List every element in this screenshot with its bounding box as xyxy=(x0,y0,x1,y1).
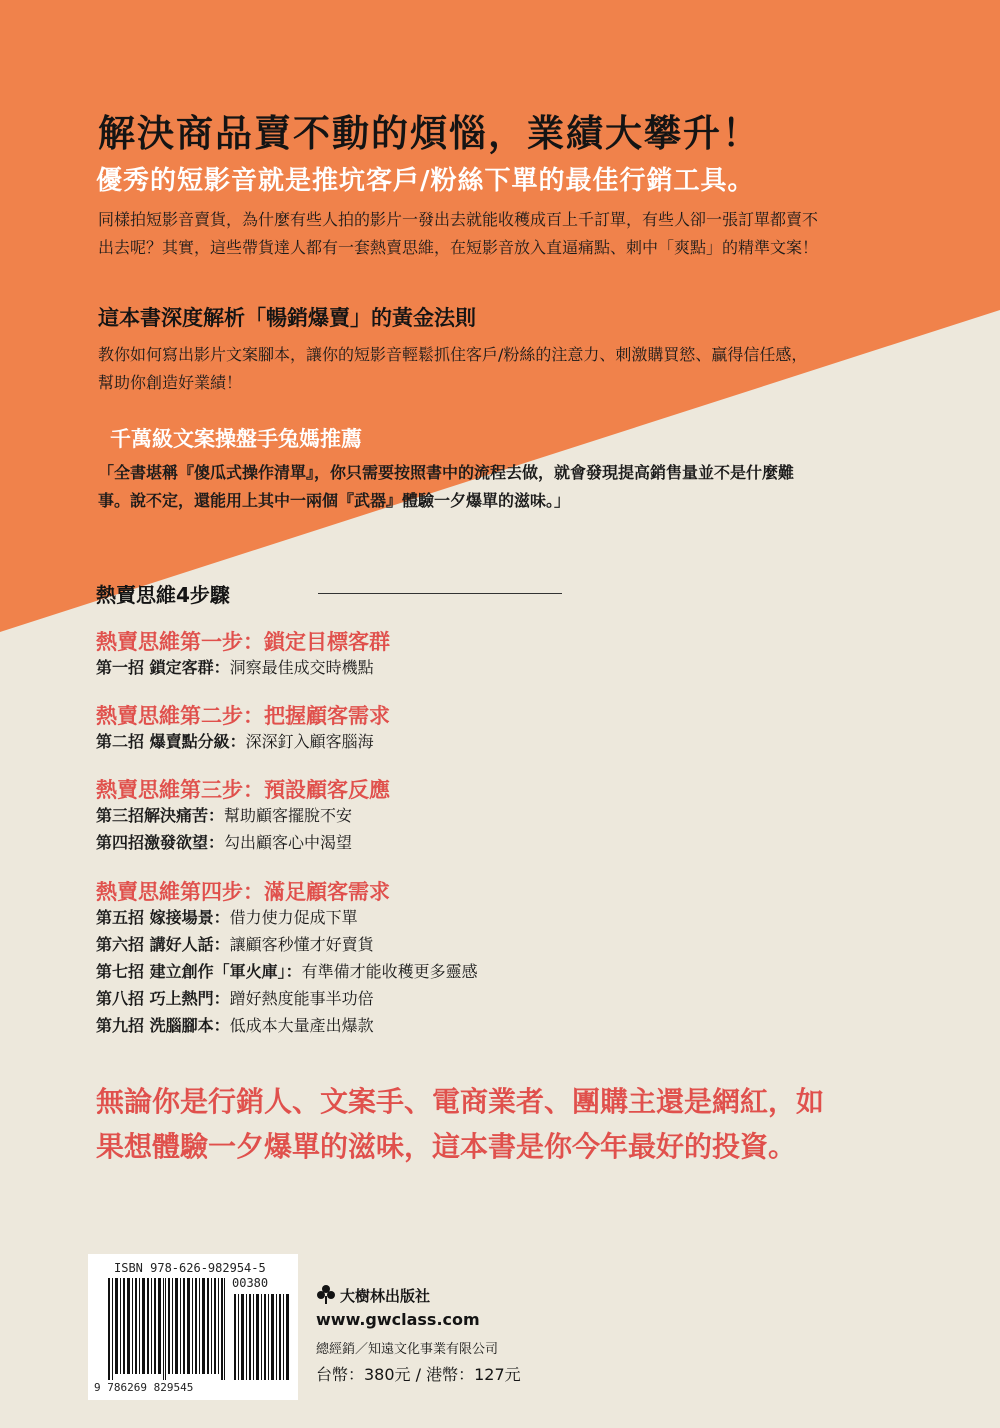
step-2-item-1: 第二招 爆賣點分級：深深釘入顧客腦海 xyxy=(96,732,374,751)
price-barcode-icon xyxy=(234,1294,290,1380)
distributor: 總經銷／知遠文化事業有限公司 xyxy=(316,1342,499,1357)
step-1-item-1: 第一招 鎖定客群：洞察最佳成交時機點 xyxy=(96,658,374,677)
section-paragraph: 教你如何寫出影片文案腳本，讓你的短影音輕鬆抓住客戶/粉絲的注意力、刺激購買慾、贏得信任感，幫助你創造好業績！ xyxy=(98,345,808,392)
price: 台幣：380元 / 港幣：127元 xyxy=(316,1365,521,1384)
subheadline: 優秀的短影音就是推坑客戶/粉絲下單的最佳行銷工具。 xyxy=(96,166,755,196)
isbn-barcode-block xyxy=(88,1254,298,1400)
step-1-title: 熱賣思維第一步：鎖定目標客群 xyxy=(96,630,390,654)
publisher-name: 大樹林出版社 xyxy=(340,1287,431,1305)
tree-logo-icon xyxy=(316,1284,336,1304)
intro-paragraph: 同樣拍短影音賣貨，為什麼有些人拍的影片一發出去就能收穫成百上千訂單，有些人卻一張訂單都賣不出去呢？其實，這些帶貨達人都有一套熱賣思維，在短影音放入直逼痛點、刺中「爽點」的精準文案！ xyxy=(98,210,819,257)
step-3-item-2: 第四招激發欲望：勾出顧客心中渴望 xyxy=(96,833,353,852)
step-4-item-5: 第九招 洗腦腳本：低成本大量產出爆款 xyxy=(96,1016,374,1035)
step-2-title: 熱賣思維第二步：把握顧客需求 xyxy=(96,704,390,728)
steps-divider xyxy=(318,593,562,594)
step-4-item-2: 第六招 講好人話：讓顧客秒懂才好賣貨 xyxy=(96,935,374,954)
recommendation-quote: 「全書堪稱『傻瓜式操作清單』，你只需要按照書中的流程去做，就會發現提高銷售量並不是什麼難事。說不定，還能用上其中一兩個『武器』體驗一夕爆單的滋味。」 xyxy=(98,463,795,510)
step-3-item-1: 第三招解決痛苦：幫助顧客擺脫不安 xyxy=(96,806,353,825)
step-4-item-3: 第七招 建立創作「軍火庫」：有準備才能收穫更多靈感 xyxy=(96,962,478,981)
publisher-url: www.gwclass.com xyxy=(316,1310,480,1329)
closing-statement: 無論你是行銷人、文案手、電商業者、團購主還是網紅，如果想體驗一夕爆單的滋味，這本書是你今年最好的投資。 xyxy=(96,1085,825,1163)
section-heading: 這本書深度解析「暢銷爆賣」的黃金法則 xyxy=(98,306,476,330)
isbn-text: ISBN 978-626-982954-5 xyxy=(114,1261,266,1275)
step-4-item-1: 第五招 嫁接場景：借力使力促成下單 xyxy=(96,908,358,927)
recommendation-title: 千萬級文案操盤手兔媽推薦 xyxy=(110,427,362,451)
headline: 解決商品賣不動的煩惱，業績大攀升！ xyxy=(98,112,761,155)
barcode-number: 9 786269 829545 xyxy=(94,1381,194,1394)
step-4-item-4: 第八招 巧上熱門：蹭好熱度能事半功倍 xyxy=(96,989,374,1008)
step-3-title: 熱賣思維第三步：預設顧客反應 xyxy=(96,778,390,802)
steps-title: 熱賣思維4步驟 xyxy=(96,583,230,607)
step-4-title: 熱賣思維第四步：滿足顧客需求 xyxy=(96,880,390,904)
barcode-icon xyxy=(108,1278,226,1380)
price-code: 00380 xyxy=(232,1276,269,1290)
